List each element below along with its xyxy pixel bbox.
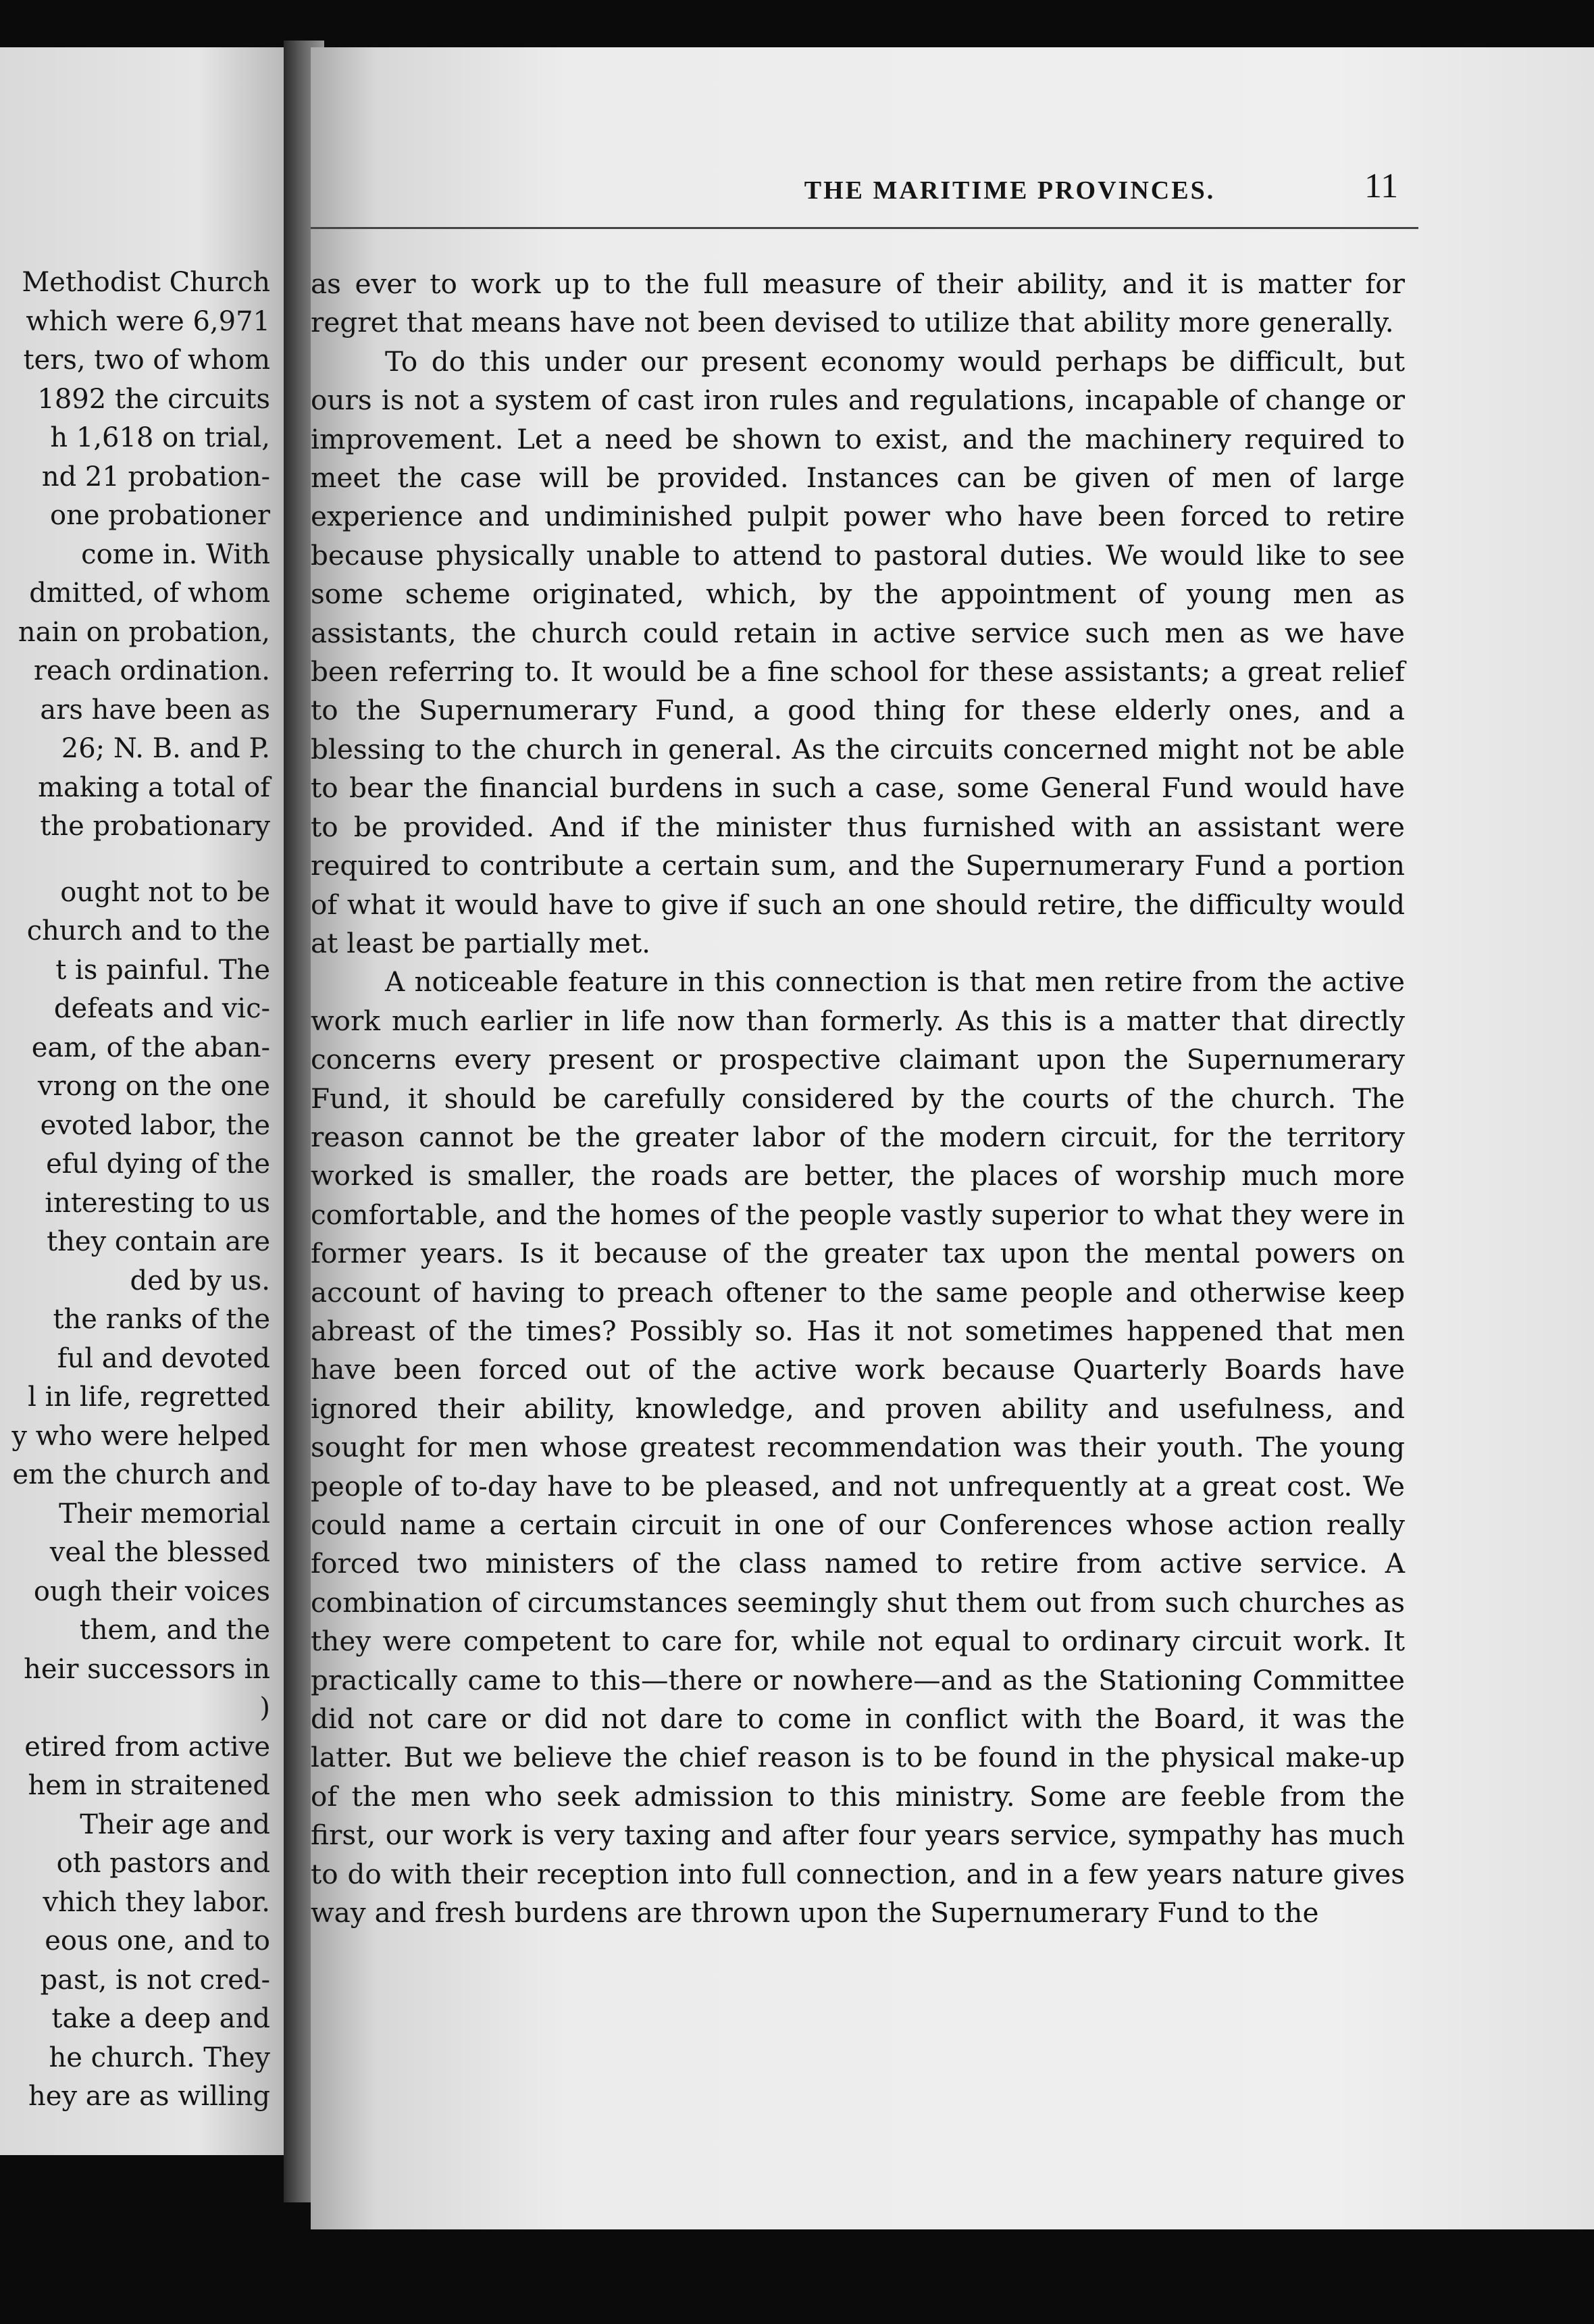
left-page-line: ful and devoted <box>57 1342 270 1374</box>
left-page-line: past, is not cred- <box>40 1964 270 1996</box>
left-page-line: the ranks of the <box>53 1304 270 1335</box>
left-page-line: h 1,618 on trial, <box>50 422 270 453</box>
left-page-line: ough their voices <box>33 1575 270 1607</box>
paragraph: A noticeable feature in this connection is that men retire from the active work much earlier in life now than formerly. As this is a matter that directly concerns every present or prospective claimant upon the Supernumerary Fund, it should be carefully considered by the courts of the church. The reason cannot be the greater labor of the modern circuit, for the territory worked is smaller, the roads are better, the places of worship much more comfortable, and the homes of the people vastly superior to what they were in former years. Is it because of the greater tax upon the mental powers on account of having to preach oftener to the same people and otherwise keep abreast of the times? Possibly so. Has it not sometimes happened that men have been forced out of the active work because Quarterly Boards have ignored their ability, knowledge, and proven ability and usefulness, and sought for men whose greatest recommendation was their youth. The young people of to-day have to be pleased, and not unfrequently at a great cost. We could name a certain circuit in one of our Conferences whose action really forced two ministers of the class named to retire from active service. A combination of circumstances seemingly shut them out from such churches as they were competent to care for, while not equal to ordinary circuit work. It practically came to this—there or nowhere—and as the Stationing Committee did not care or did not dare to come in conflict with the Board, it was the latter. But we believe the chief reason is to be found in the physical make-up of the men who seek admission to this ministry. Some are feeble from the first, our work is very taxing and after four years service, sympathy has much to do with their reception into full connection, and in a few years nature gives way and fresh burdens are thrown upon the Supernumerary Fund to the <box>311 965 1405 1929</box>
page-number: 11 <box>1364 167 1399 205</box>
left-page-line: ) <box>259 1692 270 1723</box>
left-page-line: 1892 the circuits <box>37 383 270 415</box>
left-page-text <box>0 263 270 2117</box>
left-page-line: vhich they labor. <box>43 1886 270 1918</box>
paragraph: To do this under our present economy would perhaps be difficult, but ours is not a system of cast iron rules and regulations, incapable of change or improvement. Let a need be shown to exist, and the machinery required to meet the case will be provided. Instances can be given of men of large experience and undiminished pulpit power who have been forced to retire because physically unable to attend to pastoral duties. We would like to see some scheme originated, which, by the appointment of young men as assistants, the church could retain in active service such men as we have been referring to. It would be a fine school for these assistants; a great relief to the Supernumerary Fund, a good thing for these elderly ones, and a blessing to the church in general. As the circuits concerned might not be able to bear the financial burdens in such a case, some General Fund would have to be provided. And if the minister thus furnished with an assistant were required to contribute a certain sum, and the Supernumerary Fund a portion of what it would have to give if such an one should retire, the difficulty would at least be partially met. <box>311 345 1405 959</box>
left-page-line: interesting to us <box>45 1187 270 1219</box>
left-page-line: hem in straitened <box>28 1770 270 1801</box>
left-page-line: one probationer <box>50 500 270 531</box>
left-page-line: Their age and <box>80 1809 270 1840</box>
left-page-line: dmitted, of whom <box>29 578 270 609</box>
header-rule <box>311 227 1418 229</box>
left-page-line: eam, of the aban- <box>31 1032 270 1063</box>
left-page-line: eous one, and to <box>45 1925 270 1956</box>
left-page-line: l in life, regretted <box>28 1382 270 1413</box>
left-page-line: eful dying of the <box>46 1148 270 1180</box>
left-page-line: the probationary <box>40 811 270 842</box>
left-page-line: hey are as willing <box>28 2081 270 2112</box>
left-page-line: reach ordination. <box>33 655 270 686</box>
left-page-line: ought not to be <box>60 876 270 908</box>
left-page-line: 26; N. B. and P. <box>61 733 270 764</box>
left-page-line: he church. They <box>49 2042 270 2073</box>
left-page-line: nd 21 probation- <box>41 461 270 492</box>
left-page-line: ters, two of whom <box>23 345 270 376</box>
left-page-line: oth pastors and <box>56 1848 270 1879</box>
left-page-line: defeats and vic- <box>53 993 270 1024</box>
left-page-line: t is painful. The <box>55 954 270 986</box>
right-page <box>311 47 1594 2277</box>
left-page-line: y who were helped <box>11 1420 270 1452</box>
left-page-line: which were 6,971 <box>26 305 270 337</box>
left-page-line: em the church and <box>12 1459 270 1490</box>
body-text <box>311 265 1405 1932</box>
left-page-line: ars have been as <box>40 694 270 726</box>
left-page-line: take a deep and <box>51 2003 270 2034</box>
left-page-line: Their memorial <box>59 1498 270 1530</box>
left-page-line: ded by us. <box>130 1265 270 1296</box>
left-page-line: evoted labor, the <box>40 1109 270 1141</box>
left-page-line: Methodist Church <box>22 267 270 298</box>
left-page-line: etired from active <box>24 1731 270 1763</box>
left-page-line: come in. With <box>81 538 270 570</box>
left-page-line: heir successors in <box>24 1653 270 1685</box>
running-head: THE MARITIME PROVINCES. <box>804 176 1216 205</box>
left-page-line: vrong on the one <box>37 1071 270 1102</box>
left-page-line: making a total of <box>38 772 270 803</box>
left-page-line: them, and the <box>79 1615 270 1646</box>
left-page-line: nain on probation, <box>18 616 270 648</box>
scan-border <box>0 2229 1594 2324</box>
left-page-line <box>0 847 270 874</box>
left-page-line: they contain are <box>47 1226 270 1257</box>
left-page-line: veal the blessed <box>49 1537 270 1568</box>
paragraph-continuation: as ever to work up to the full measure of their ability, and it is matter for regret that means have not been devised to utilize that ability more generally. <box>311 268 1405 339</box>
left-page-line: church and to the <box>26 915 270 946</box>
left-page-fragment <box>0 47 284 2155</box>
